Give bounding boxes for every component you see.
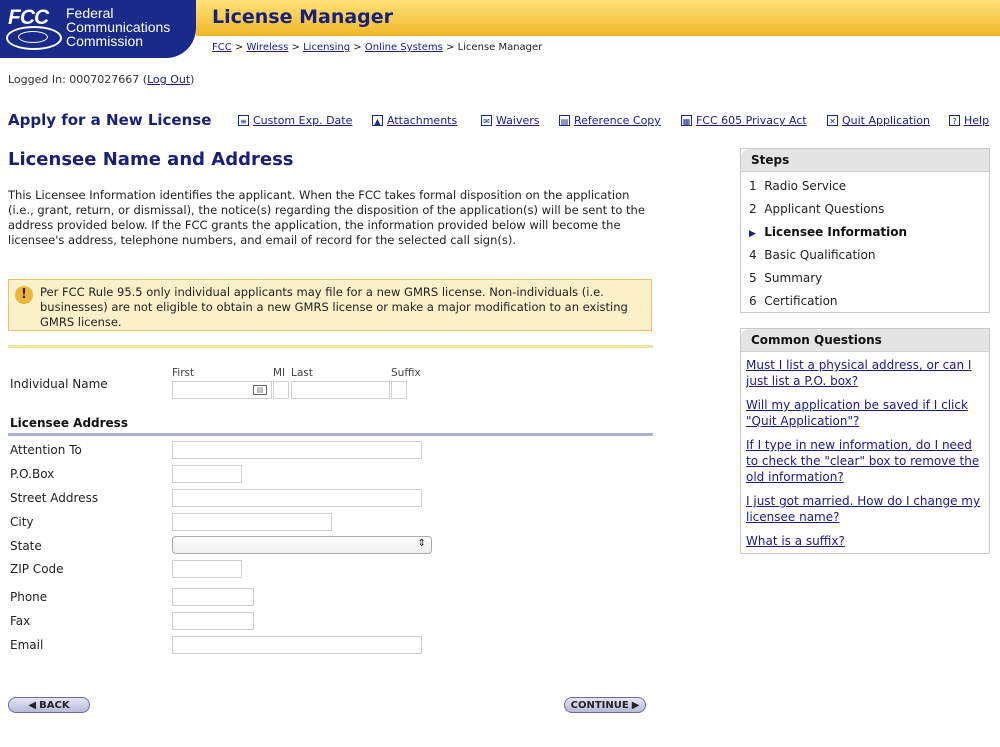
step-number: 5 <box>749 271 757 285</box>
continue-button[interactable] <box>564 697 646 713</box>
warning-text: Per FCC Rule 95.5 only individual applicants may file for a new GMRS license. Non-individuals (i.e. businesses) are not eligible to obtain a new GMRS license or make a major modification to an existing GMRS license. <box>40 285 628 329</box>
custom-exp-date-button[interactable] <box>238 114 352 127</box>
attention-input[interactable] <box>172 441 422 459</box>
close-icon: ✕ <box>827 115 838 126</box>
logged-in-status <box>8 73 194 86</box>
step-label: Basic Qualification <box>764 248 876 262</box>
breadcrumb-separator: > <box>446 42 455 53</box>
step-label: Radio Service <box>764 179 847 193</box>
state-select[interactable] <box>172 536 432 554</box>
logged-in-suffix: ) <box>190 73 195 86</box>
pobox-input[interactable] <box>172 465 242 483</box>
common-questions-title: Common Questions <box>741 329 989 352</box>
step-label: Applicant Questions <box>764 202 885 216</box>
header-band <box>196 0 1000 36</box>
logout-link[interactable]: Log Out <box>147 73 191 86</box>
agency-line-3: Commission <box>66 33 144 49</box>
calendar-icon: ≡ <box>238 115 249 126</box>
page-title: Licensee Name and Address <box>8 149 294 170</box>
fcc-logo[interactable] <box>0 0 196 58</box>
state-label: State <box>10 539 42 553</box>
suffix-label: Suffix <box>391 367 421 379</box>
email-input[interactable] <box>172 636 422 654</box>
fcc-logo-text: FCC <box>8 6 49 29</box>
city-label: City <box>10 515 34 529</box>
app-title: License Manager <box>212 6 394 28</box>
reference-copy-button[interactable] <box>559 114 661 127</box>
phone-input[interactable] <box>172 588 254 606</box>
step-number: 2 <box>749 202 757 216</box>
upload-icon: ▲ <box>372 115 383 126</box>
street-input[interactable] <box>172 489 422 507</box>
quit-application-button[interactable] <box>827 114 930 127</box>
fcc-logo-inner-ring-icon <box>18 31 48 43</box>
privacy-act-link[interactable]: FCC 605 Privacy Act <box>696 114 807 127</box>
intro-text: This Licensee Information identifies the applicant. When the FCC takes formal disposition on the application (i.e., grant, return, or dismissal), the notice(s) regarding the disposition of the application(s) will be sent to the address provided below. If the FCC grants the application, the information provided below will become the licensee's address, telephone numbers, and email of record for the selected call sign(s). <box>8 188 645 247</box>
step-item <box>749 248 875 262</box>
contact-card-icon: ▤ <box>253 385 267 395</box>
help-icon: ? <box>949 115 960 126</box>
step-label: Summary <box>764 271 823 285</box>
step-item <box>749 294 838 308</box>
licensee-address-heading: Licensee Address <box>10 416 128 430</box>
help-button[interactable] <box>949 114 989 127</box>
waivers-button[interactable] <box>481 114 540 127</box>
breadcrumb-fcc[interactable]: FCC <box>212 42 232 53</box>
step-item <box>749 271 822 285</box>
logged-in-text: Logged In: 0007027667 ( <box>8 73 148 86</box>
individual-name-label: Individual Name <box>10 377 108 391</box>
continue-label: CONTINUE <box>570 699 629 711</box>
custom-exp-date-link[interactable]: Custom Exp. Date <box>253 114 353 127</box>
printer-icon: ▤ <box>560 117 569 126</box>
gmrs-warning <box>8 279 652 331</box>
document-icon: ▦ <box>682 117 691 126</box>
privacy-act-button[interactable] <box>681 114 807 127</box>
step-label: Certification <box>764 294 838 308</box>
question-link[interactable]: Will my application be saved if I click "Quit Application"? <box>746 398 968 428</box>
zip-label: ZIP Code <box>10 562 64 576</box>
breadcrumb-separator: > <box>291 42 300 53</box>
street-label: Street Address <box>10 491 99 505</box>
back-label: BACK <box>39 699 70 711</box>
agency-line-1: Federal <box>66 5 114 21</box>
attention-label: Attention To <box>10 443 82 457</box>
agency-line-2: Communications <box>66 19 171 35</box>
envelope-icon: ✉ <box>481 115 492 126</box>
attachments-button[interactable] <box>372 114 457 127</box>
phone-label: Phone <box>10 590 48 604</box>
breadcrumb-current: License Manager <box>457 42 543 53</box>
step-number: 1 <box>749 179 757 193</box>
step-item <box>749 202 884 216</box>
steps-panel <box>740 148 990 313</box>
pobox-label: P.O.Box <box>10 467 55 481</box>
back-arrow-icon: ◀ <box>28 699 37 711</box>
help-link[interactable]: Help <box>964 114 990 127</box>
common-questions-panel <box>740 328 990 554</box>
breadcrumb-wireless[interactable]: Wireless <box>246 42 289 53</box>
select-arrows-icon: ⇕ <box>417 538 426 549</box>
agency-name <box>66 6 170 48</box>
city-input[interactable] <box>172 513 332 531</box>
waivers-link[interactable]: Waivers <box>496 114 540 127</box>
mi-label: MI <box>273 367 286 379</box>
section-divider <box>8 345 653 348</box>
back-button[interactable] <box>8 697 90 713</box>
warning-icon: ! <box>15 286 33 304</box>
step-item-current <box>749 225 907 239</box>
quit-application-link[interactable]: Quit Application <box>842 114 930 127</box>
step-item <box>749 179 846 193</box>
breadcrumb-separator: > <box>353 42 362 53</box>
step-label: Licensee Information <box>764 225 908 239</box>
reference-copy-link[interactable]: Reference Copy <box>574 114 661 127</box>
continue-arrow-icon: ▶ <box>631 699 640 711</box>
email-label: Email <box>10 638 44 652</box>
apply-title: Apply for a New License <box>8 111 212 129</box>
question-link[interactable]: What is a suffix? <box>746 534 845 548</box>
current-step-arrow-icon: ▶ <box>749 229 756 239</box>
question-link[interactable]: I just got married. How do I change my licensee name? <box>746 494 981 524</box>
suffix-input[interactable] <box>391 381 407 399</box>
breadcrumb-online-systems[interactable]: Online Systems <box>364 42 443 53</box>
step-number: 6 <box>749 294 757 308</box>
attachments-link[interactable]: Attachments <box>387 114 458 127</box>
address-divider <box>8 433 653 436</box>
last-name-label: Last <box>291 367 313 379</box>
mi-input[interactable] <box>273 381 289 399</box>
breadcrumb <box>212 42 542 53</box>
fax-input[interactable] <box>172 612 254 630</box>
breadcrumb-separator: > <box>234 42 244 53</box>
zip-input[interactable] <box>172 560 242 578</box>
question-link[interactable]: Must I list a physical address, or can I just list a P.O. box? <box>746 358 972 388</box>
steps-title: Steps <box>741 149 989 172</box>
last-name-input[interactable] <box>291 381 390 399</box>
fax-label: Fax <box>10 614 31 628</box>
first-name-input[interactable] <box>172 381 272 399</box>
breadcrumb-licensing[interactable]: Licensing <box>303 42 351 53</box>
first-name-label: First <box>172 367 195 379</box>
question-link[interactable]: If I type in new information, do I need to check the "clear" box to remove the old information? <box>746 438 980 484</box>
step-number: 4 <box>749 248 757 262</box>
